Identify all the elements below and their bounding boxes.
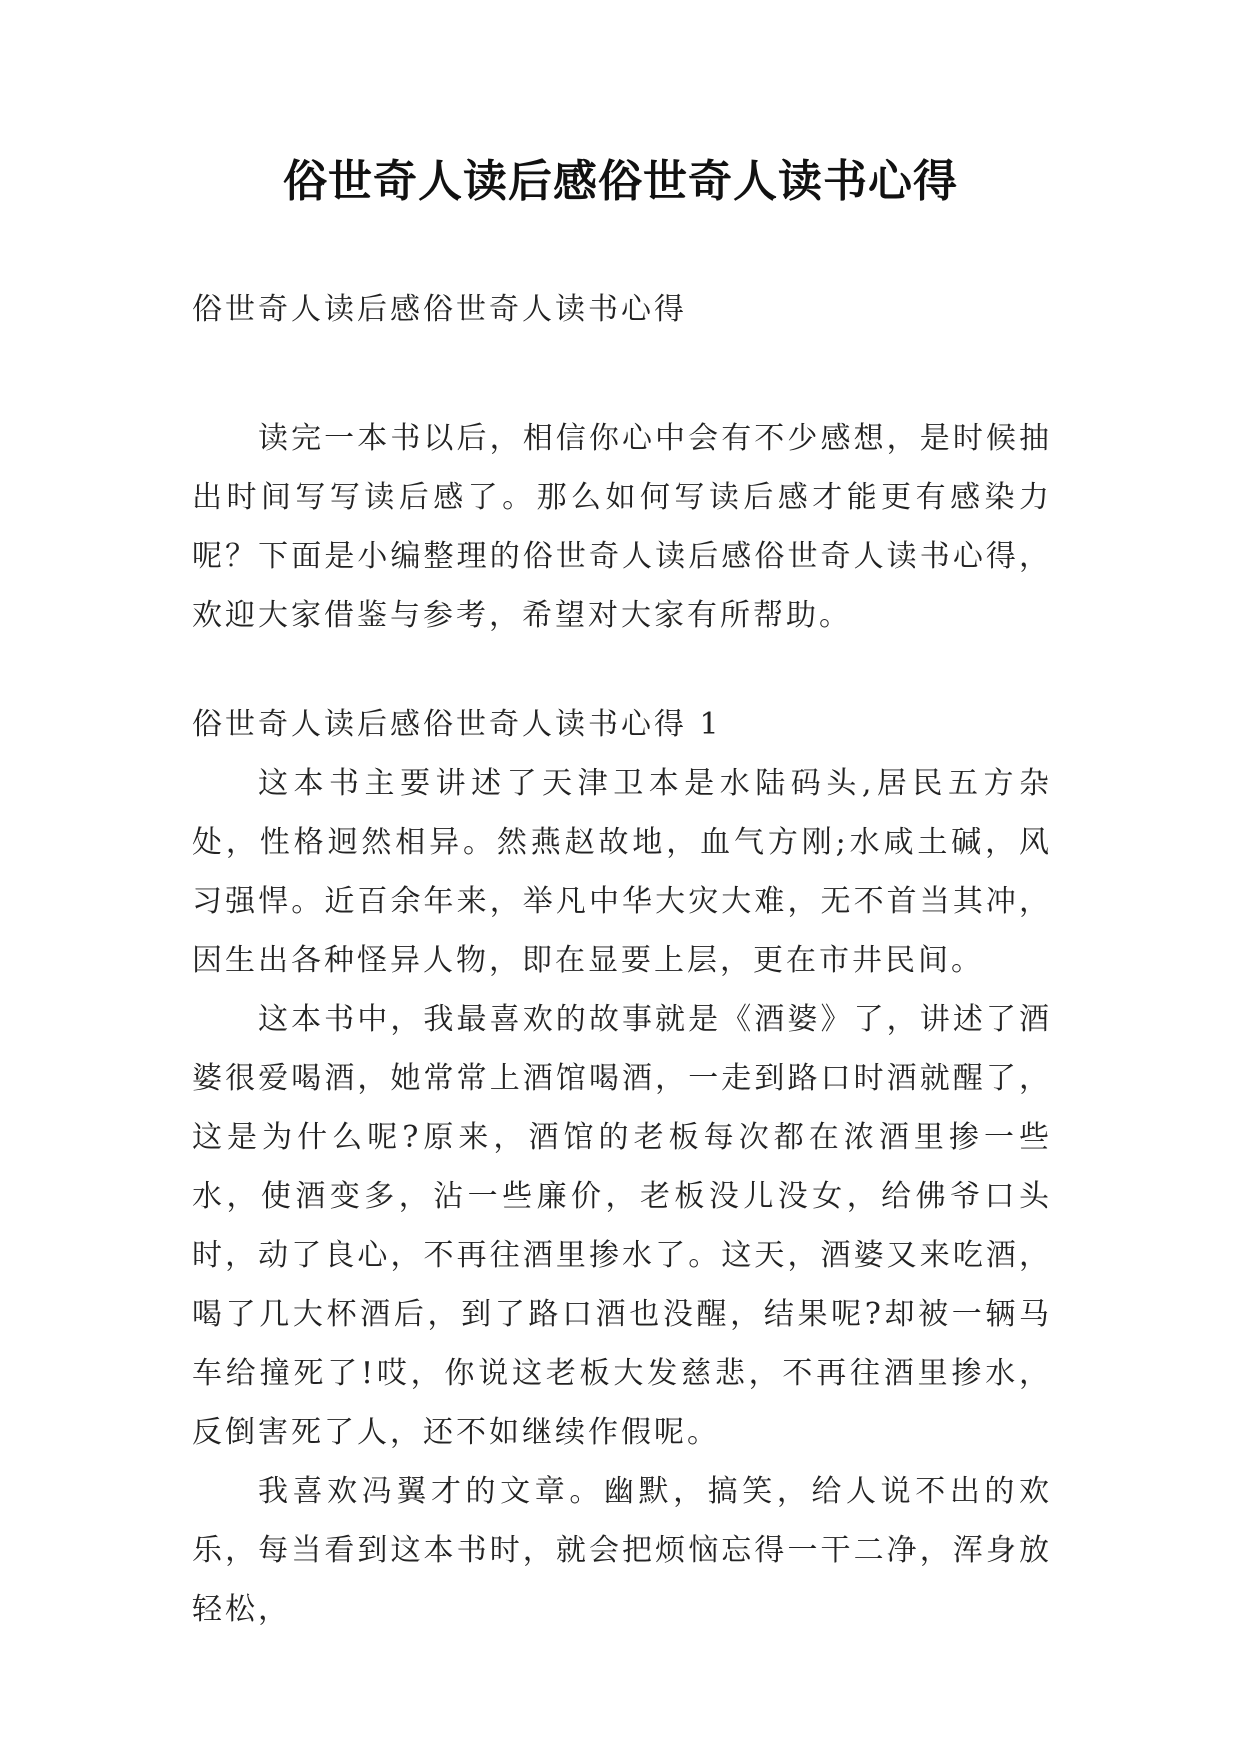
section-body — [192, 754, 1052, 1639]
document-subtitle: 俗世奇人读后感俗世奇人读书心得 — [192, 292, 687, 327]
body-paragraph-3: 我喜欢冯翼才的文章。幽默，搞笑，给人说不出的欢乐，每当看到这本书时，就会把烦恼忘得一干二净，浑身放轻松， — [192, 1474, 1052, 1627]
body-paragraph-1: 这本书主要讲述了天津卫本是水陆码头,居民五方杂处，性格迥然相异。然燕赵故地，血气方刚;水咸土碱，风习强悍。近百余年来，举凡中华大灾大难，无不首当其冲，因生出各种怪异人物，即在显要上层，更在市井民间。 — [192, 766, 1052, 978]
document-title: 俗世奇人读后感俗世奇人读书心得 — [283, 156, 958, 207]
intro-paragraph: 读完一本书以后，相信你心中会有不少感想，是时候抽出时间写写读后感了。那么如何写读后感才能更有感染力呢？下面是小编整理的俗世奇人读后感俗世奇人读书心得，欢迎大家借鉴与参考，希望对大家有所帮助。 — [192, 421, 1052, 633]
section-heading: 俗世奇人读后感俗世奇人读书心得 1 — [192, 707, 722, 742]
body-paragraph-2: 这本书中，我最喜欢的故事就是《酒婆》了，讲述了酒婆很爱喝酒，她常常上酒馆喝酒，一走到路口时酒就醒了，这是为什么呢?原来，酒馆的老板每次都在浓酒里掺一些水，使酒变多，沾一些廉价，老板没儿没女，给佛爷口头时，动了良心，不再往酒里掺水了。这天，酒婆又来吃酒，喝了几大杯酒后，到了路口酒也没醒，结果呢?却被一辆马车给撞死了!哎，你说这老板大发慈悲，不再往酒里掺水，反倒害死了人，还不如继续作假呢。 — [192, 1002, 1052, 1450]
